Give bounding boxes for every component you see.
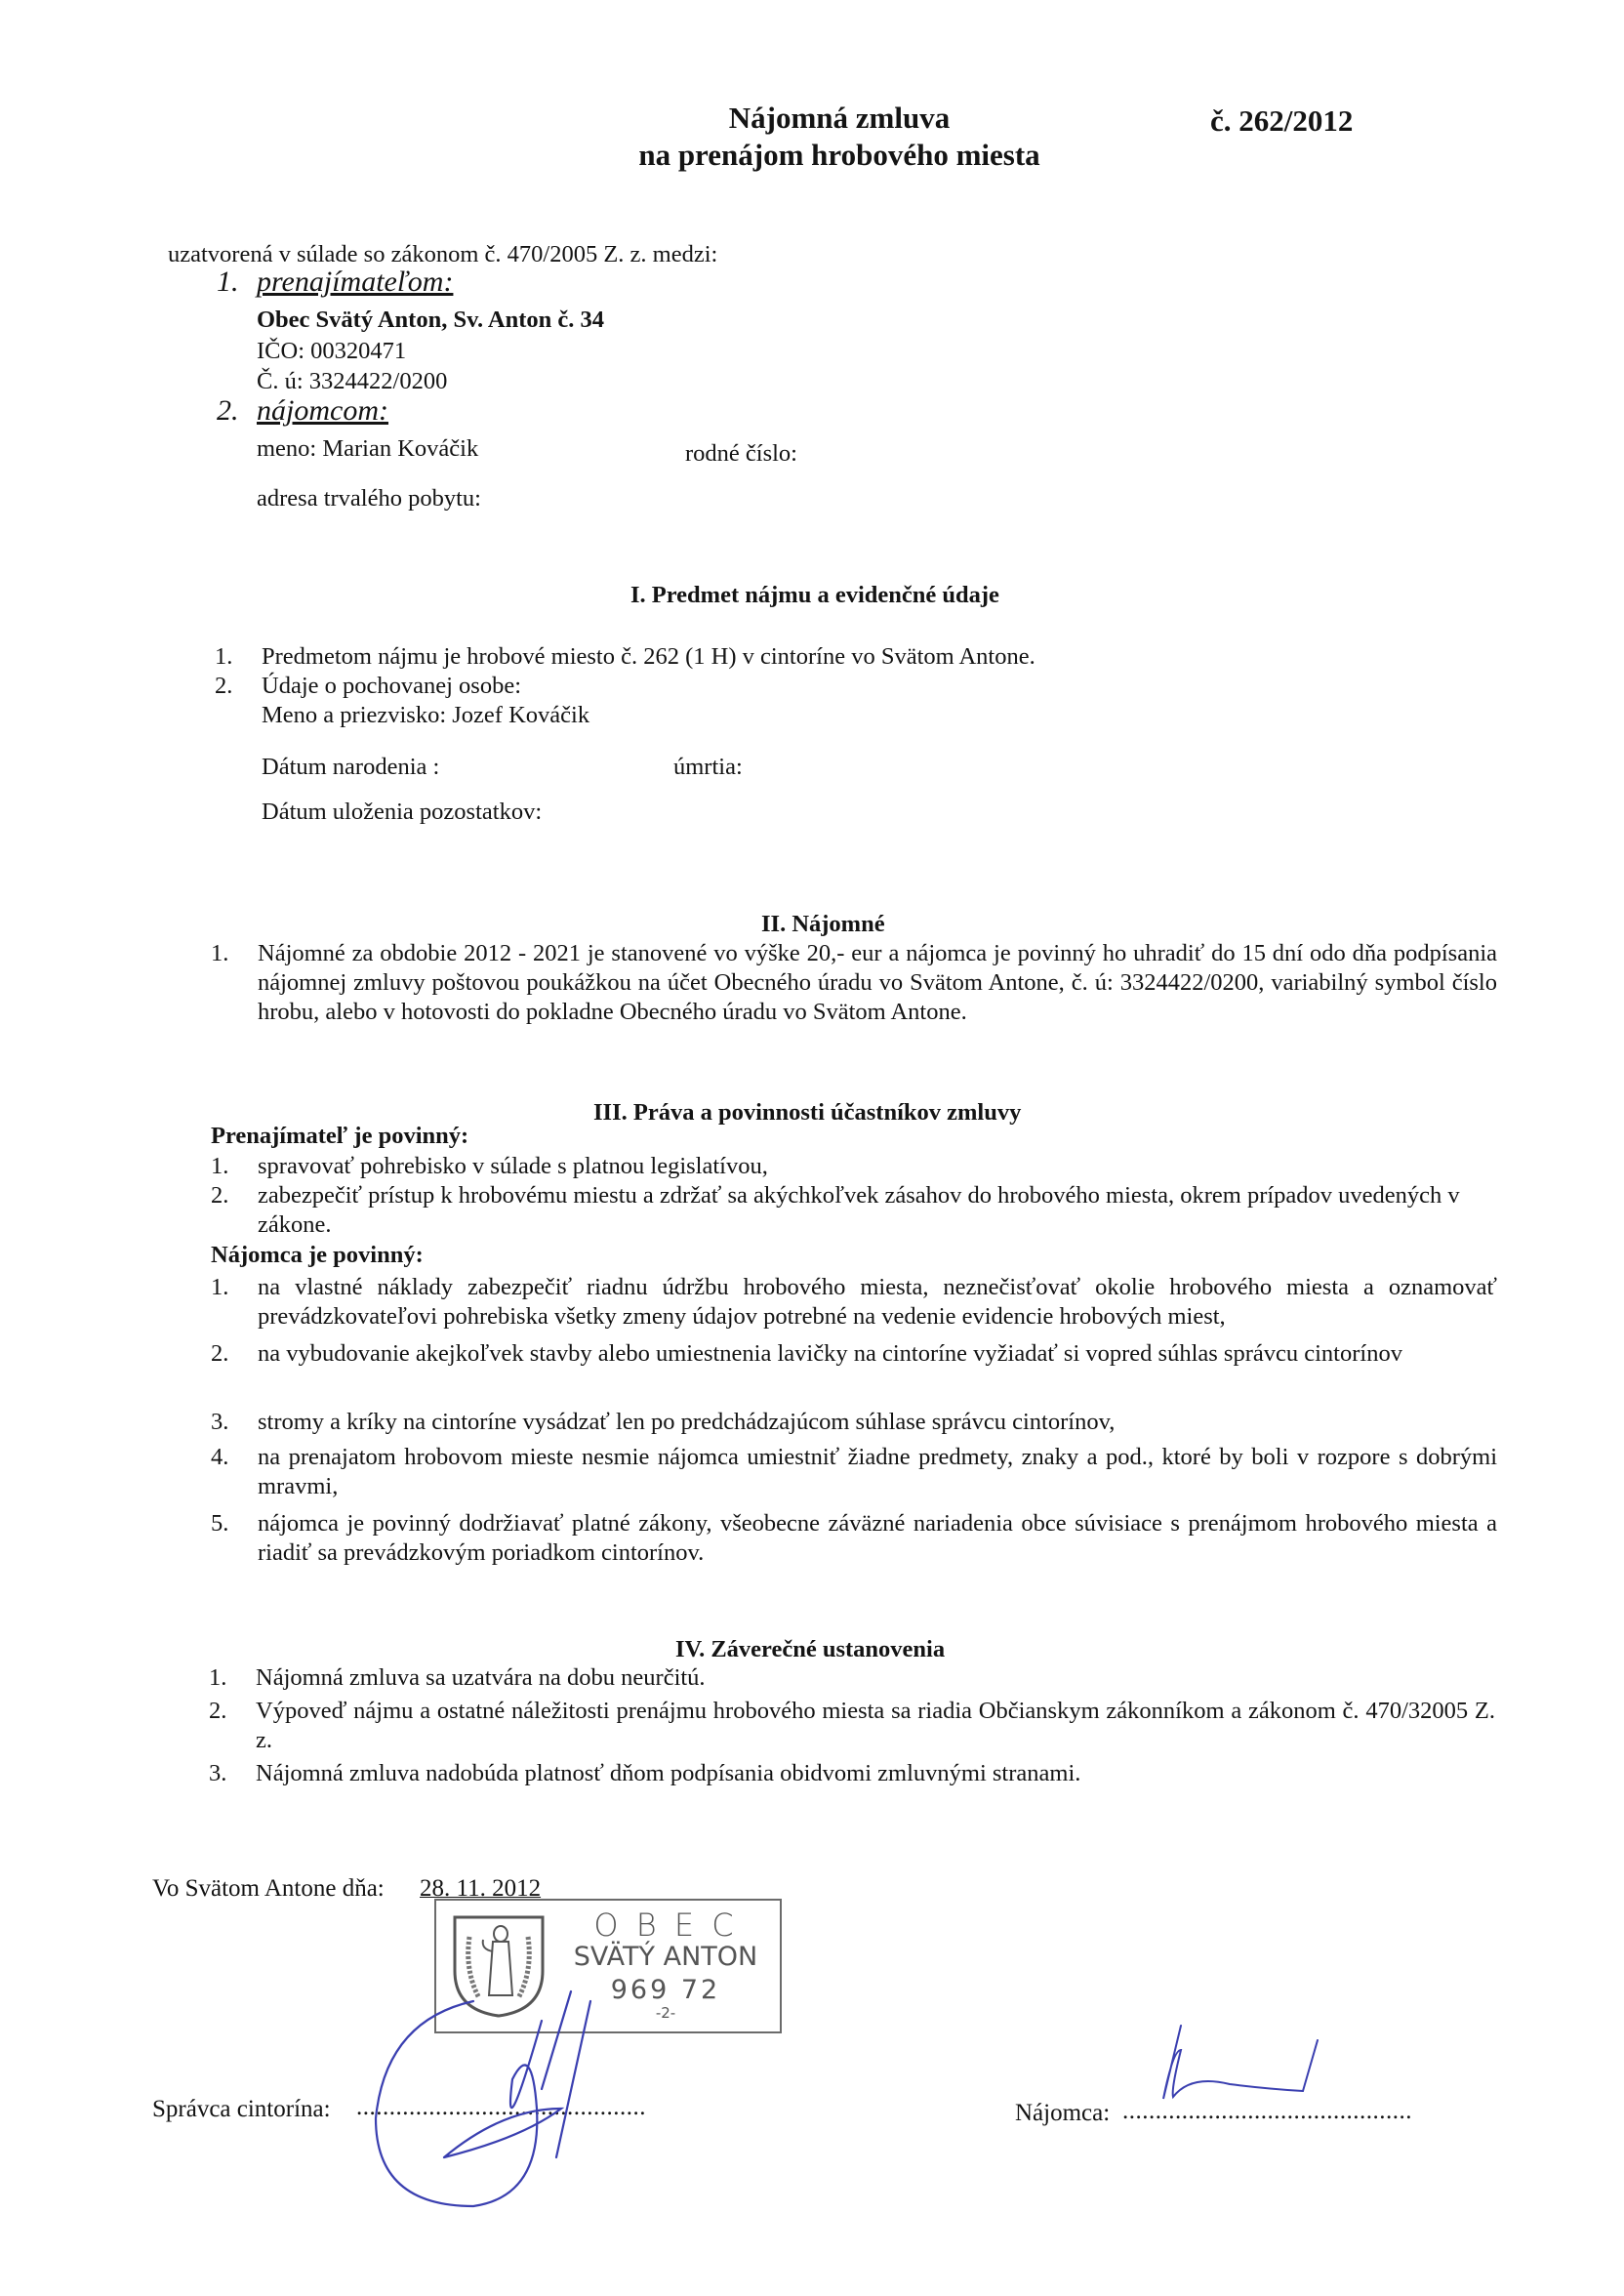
- party1-ico: IČO: 00320471: [257, 338, 407, 364]
- death-date-label: úmrtia:: [673, 754, 743, 780]
- tenant-item-3: 3. stromy a kríky na cintoríne vysádzať len po predchádzajúcom súhlase správcu cintorínov,: [211, 1409, 1116, 1435]
- tenant-label: Nájomca:: [1015, 2100, 1111, 2126]
- burial-date-label: Dátum uloženia pozostatkov:: [262, 799, 543, 825]
- tenant-item-5: 5. nájomca je povinný dodržiavať platné zákony, všeobecne záväzné nariadenia obce súvisiace s prenájmom hrobového miesta a riadiť sa prevádzkovým poriadkom cintorínov.: [211, 1510, 1497, 1566]
- section2-heading: II. Nájomné: [761, 911, 885, 937]
- section1-heading: I. Predmet nájmu a evidenčné údaje: [630, 582, 999, 608]
- concluded-statement: uzatvorená v súlade so zákonom č. 470/2005 Z. z. medzi:: [168, 241, 718, 267]
- stamp-line-4: -2-: [655, 2004, 676, 2022]
- section3-heading: III. Práva a povinnosti účastníkov zmluvy: [593, 1099, 1022, 1126]
- title-line-2: na prenájom hrobového miesta: [638, 138, 1040, 172]
- section1-item-1: 1. Predmetom nájmu je hrobové miesto č. 262 (1 H) v cintoríne vo Svätom Antone.: [215, 643, 1035, 670]
- landlord-item-1: 1. spravovať pohrebisko v súlade s platnou legislatívou,: [211, 1153, 768, 1179]
- tenant-signature-line: ............................................: [1122, 2098, 1412, 2124]
- tenant-signature-icon: [1152, 2021, 1347, 2109]
- party2-address: adresa trvalého pobytu:: [257, 485, 481, 512]
- document-title: [566, 100, 1113, 174]
- landlord-item-2: 2. zabezpečiť prístup k hrobovému miestu a zdržať sa akýchkoľvek zásahov do hrobového miesta, okrem prípadov uvedených v zákone.: [211, 1182, 1460, 1238]
- stamp-line-1: O B E C: [593, 1906, 738, 1944]
- section4-heading: IV. Záverečné ustanovenia: [675, 1636, 946, 1662]
- contract-number: č. 262/2012: [1210, 103, 1354, 138]
- administrator-signature-icon: [346, 1962, 600, 2216]
- section4-item-3: 3. Nájomná zmluva nadobúda platnosť dňom podpísania obidvomi zmluvnými stranami.: [209, 1760, 1081, 1786]
- tenant-obligations-heading: Nájomca je povinný:: [211, 1242, 424, 1268]
- administrator-signature-line: ............................................: [356, 2094, 646, 2120]
- stamp-line-2: SVÄTÝ ANTON: [573, 1942, 758, 1972]
- tenant-item-4: 4. na prenajatom hrobovom mieste nesmie nájomca umiestniť žiadne predmety, znaky a pod., ktoré by boli v rozpore s dobrými mravmi,: [211, 1444, 1497, 1499]
- signing-date: 28. 11. 2012: [420, 1875, 542, 1902]
- administrator-label: Správca cintorína:: [152, 2096, 331, 2122]
- party2-label: nájomcom:: [257, 394, 388, 427]
- party1-number: 1.: [217, 266, 239, 298]
- section1-item-2: 2. Údaje o pochovanej osobe:: [215, 673, 522, 699]
- tenant-item-2: 2. na vybudovanie akejkoľvek stavby alebo umiestnenia lavičky na cintoríne vyžiadať si vopred súhlas správcu cintorínov: [211, 1340, 1402, 1367]
- title-line-1: Nájomná zmluva: [728, 101, 951, 135]
- tenant-item-1: 1. na vlastné náklady zabezpečiť riadnu údržbu hrobového miesta, neznečisťovať okolie hrobového miesta a oznamovať prevádzkovateľovi pohrebiska všetky zmeny údajov potrebné na vedenie evidencie hrobových miest,: [211, 1274, 1497, 1330]
- party1-label: prenajímateľom:: [257, 266, 454, 298]
- section2-item-1: 1. Nájomné za obdobie 2012 - 2021 je stanovené vo výške 20,- eur a nájomca je povinný ho uhradiť do 15 dní odo dňa podpísania nájomnej zmluvy poštovou poukážkou na účet Obecného úradu vo Svätom Antone, č. ú: 3324422/0200, variabilný symbol číslo hrobu, alebo v hotovosti do pokladne Obecného úradu vo Svätom Antone.: [211, 940, 1497, 1025]
- landlord-obligations-heading: Prenajímateľ je povinný:: [211, 1123, 469, 1149]
- section4-item-2: 2. Výpoveď nájmu a ostatné náležitosti prenájmu hrobového miesta sa riadia Občianskym zákonníkom a zákonom č. 470/32005 Z. z.: [209, 1698, 1495, 1753]
- party2-number: 2.: [217, 394, 239, 427]
- party1-account: Č. ú: 3324422/0200: [257, 368, 448, 394]
- stamp-line-3: 969 72: [610, 1975, 721, 2005]
- birth-date-label: Dátum narodenia :: [262, 754, 440, 780]
- party1-name: Obec Svätý Anton, Sv. Anton č. 34: [257, 307, 604, 333]
- place-date-label: Vo Svätom Antone dňa:: [152, 1875, 385, 1902]
- party2-name: meno: Marian Kováčik: [257, 435, 479, 462]
- section4-item-1: 1. Nájomná zmluva sa uzatvára na dobu neurčitú.: [209, 1664, 706, 1691]
- deceased-name: Meno a priezvisko: Jozef Kováčik: [262, 702, 590, 728]
- party2-birth-number: rodné číslo:: [685, 440, 797, 467]
